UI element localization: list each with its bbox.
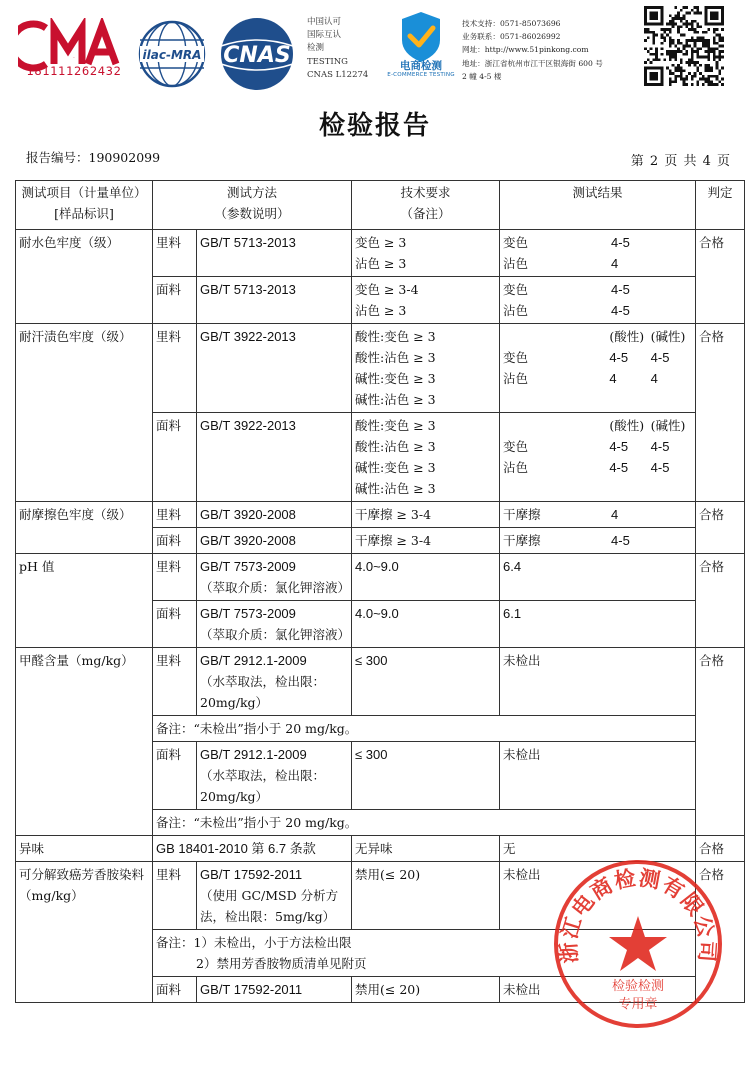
- result-key: 变色: [503, 235, 529, 250]
- sample-label: 里料: [153, 230, 197, 277]
- contact-info: [462, 17, 634, 83]
- header-text: 测试方法: [227, 185, 278, 200]
- cnas-logo-icon: [214, 16, 300, 92]
- result-value: 4-5: [609, 439, 629, 454]
- result-key: 沾色: [503, 371, 529, 386]
- method-note: （水萃取法，检出限：20mg/kg）: [200, 768, 326, 804]
- seal-inner-text: 检验检测: [611, 979, 665, 994]
- header-text: [样品标识]: [54, 206, 114, 221]
- contact-line: 业务联系：0571-86026992: [462, 32, 561, 42]
- cnas-line: CNAS L12274: [307, 69, 369, 80]
- judgement-cell: 合格: [696, 230, 745, 324]
- result-value: 4: [609, 371, 617, 386]
- method-cell: [197, 862, 352, 930]
- result-value: 4: [611, 507, 619, 522]
- cnas-line: 检测: [307, 43, 325, 54]
- requirement-line: 变色 ≥ 3-4: [355, 282, 419, 297]
- result-key: 变色: [503, 282, 529, 297]
- requirement-line: 沾色 ≥ 3: [355, 303, 407, 318]
- result-cell: [500, 528, 696, 554]
- page-number: 第 2 页 共 4 页: [630, 154, 730, 169]
- result-cell: [500, 277, 696, 324]
- cnas-line: TESTING: [307, 56, 348, 67]
- requirement-cell: [352, 413, 500, 502]
- result-key: 沾色: [503, 460, 529, 475]
- result-subheader: (碱性): [650, 329, 686, 344]
- requirement-line: 酸性:变色 ≥ 3: [355, 418, 436, 433]
- method-standard: GB/T 17592-2011: [200, 867, 303, 882]
- method-cell: GB/T 3922-2013: [197, 324, 352, 413]
- header-item: [16, 181, 153, 230]
- method-cell: GB/T 3922-2013: [197, 413, 352, 502]
- result-subheader: (酸性): [609, 329, 645, 344]
- requirement-cell: 4.0~9.0: [352, 554, 500, 601]
- result-key: 干摩擦: [503, 507, 541, 522]
- report-number: 报告编号：190902099: [26, 150, 161, 165]
- note-line: 备注：1）未检出，小于方法检出限: [156, 935, 352, 950]
- seal-inner-text: 专用章: [618, 997, 658, 1012]
- judgement-cell: 合格: [696, 862, 745, 1003]
- note-cell: 备注：“未检出”指小于 20 mg/kg。: [153, 810, 696, 836]
- judgement-cell: 合格: [696, 554, 745, 648]
- item-cell: pH 值: [16, 554, 153, 648]
- requirement-cell: 无异味: [352, 836, 500, 862]
- result-cell: 未检出: [500, 977, 696, 1003]
- contact-line: 网址：http://www.51pinkong.com: [462, 45, 589, 55]
- requirement-line: 碱性:变色 ≥ 3: [355, 371, 436, 386]
- sample-label: 面料: [153, 277, 197, 324]
- contact-line: 地址：浙江省杭州市江干区银海街 600 号: [462, 58, 603, 68]
- header-text: （参数说明）: [214, 206, 290, 221]
- company-seal-icon: [552, 858, 724, 1030]
- method-standard: GB/T 7573-2009: [200, 559, 296, 574]
- sample-label: 里料: [153, 502, 197, 528]
- header-text: 技术要求: [400, 185, 451, 200]
- judgement-cell: 合格: [696, 836, 745, 862]
- result-value: 4-5: [611, 235, 630, 250]
- requirement-cell: ≤ 300: [352, 742, 500, 810]
- sample-label: 里料: [153, 554, 197, 601]
- seal-ring-text: 浙江电商检测有限公司: [555, 864, 721, 965]
- result-value: 4-5: [611, 282, 630, 297]
- table-row: [16, 324, 745, 413]
- method-note: （萃取介质：氯化钾溶液）: [200, 627, 351, 642]
- result-key: 变色: [503, 350, 529, 365]
- ilac-logo-text: ilac-MRA: [142, 48, 202, 62]
- cnas-line: 中国认可: [307, 17, 342, 27]
- header-text: 测试项目（计量单位）: [21, 185, 147, 200]
- ilac-mra-logo-icon: [136, 18, 208, 90]
- result-value: 4: [650, 371, 658, 386]
- method-note: （水萃取法，检出限：20mg/kg）: [200, 674, 326, 710]
- requirement-cell: 禁用(≤ 20): [352, 977, 500, 1003]
- method-cell: GB/T 5713-2013: [197, 230, 352, 277]
- requirement-cell: 干摩擦 ≥ 3-4: [352, 502, 500, 528]
- sample-label: 里料: [153, 648, 197, 716]
- requirement-line: 碱性:沾色 ≥ 3: [355, 481, 436, 496]
- method-note: （使用 GC/MSD 分析方法，检出限：5mg/kg）: [200, 888, 339, 924]
- cnas-accreditation-text: [307, 16, 369, 82]
- method-standard: GB/T 7573-2009: [200, 606, 296, 621]
- header-result: 测试结果: [500, 181, 696, 230]
- result-cell: 未检出: [500, 742, 696, 810]
- sample-label: 面料: [153, 601, 197, 648]
- sample-label: 面料: [153, 977, 197, 1003]
- table-row: [16, 230, 745, 277]
- method-standard: GB/T 2912.1-2009: [200, 653, 307, 668]
- result-value: 4-5: [609, 350, 629, 365]
- table-row: [16, 502, 745, 528]
- requirement-line: 碱性:沾色 ≥ 3: [355, 392, 436, 407]
- contact-line: 2 幢 4-5 楼: [462, 71, 502, 81]
- result-value: 4-5: [650, 350, 670, 365]
- header-method: [153, 181, 352, 230]
- result-cell: 无: [500, 836, 696, 862]
- result-cell: [500, 502, 696, 528]
- method-cell: [197, 742, 352, 810]
- requirement-line: 碱性:变色 ≥ 3: [355, 460, 436, 475]
- requirement-cell: 禁用(≤ 20): [352, 862, 500, 930]
- method-cell: [197, 648, 352, 716]
- method-cell: GB/T 5713-2013: [197, 277, 352, 324]
- result-cell: 6.1: [500, 601, 696, 648]
- method-cell: GB/T 17592-2011: [197, 977, 352, 1003]
- cma-number: 181111262432: [26, 64, 122, 78]
- judgement-cell: 合格: [696, 502, 745, 554]
- requirement-cell: [352, 277, 500, 324]
- method-cell: GB/T 3920-2008: [197, 528, 352, 554]
- result-key: 变色: [503, 439, 529, 454]
- item-cell: 可分解致癌芳香胺染料（mg/kg）: [16, 862, 153, 1003]
- qr-code-icon: [644, 6, 724, 86]
- sample-label: 面料: [153, 742, 197, 810]
- result-value: 4-5: [650, 460, 670, 475]
- cma-logo-text: CMA: [72, 58, 76, 59]
- item-cell: 耐汗渍色牢度（级）: [16, 324, 153, 502]
- method-cell: GB/T 3920-2008: [197, 502, 352, 528]
- requirement-line: 变色 ≥ 3: [355, 235, 407, 250]
- result-cell: [500, 324, 696, 413]
- result-cell: [500, 230, 696, 277]
- result-key: 干摩擦: [503, 533, 541, 548]
- result-value: 4-5: [609, 460, 629, 475]
- requirement-cell: [352, 230, 500, 277]
- result-subheader: (酸性): [609, 418, 645, 433]
- note-line: 2）禁用芳香胺物质清单见附页: [196, 956, 367, 971]
- item-cell: 甲醛含量（mg/kg）: [16, 648, 153, 836]
- method-cell: GB 18401-2010 第 6.7 条款: [153, 836, 352, 862]
- table-row: [16, 648, 745, 716]
- result-value: 4-5: [611, 303, 630, 318]
- requirement-cell: 4.0~9.0: [352, 601, 500, 648]
- result-value: 4-5: [650, 439, 670, 454]
- result-cell: 未检出: [500, 648, 696, 716]
- sample-label: 面料: [153, 413, 197, 502]
- result-key: 沾色: [503, 303, 529, 318]
- item-cell: 耐摩擦色牢度（级）: [16, 502, 153, 554]
- result-subheader: (碱性): [650, 418, 686, 433]
- result-cell: 未检出: [500, 862, 696, 930]
- sample-label: 面料: [153, 528, 197, 554]
- contact-line: 技术支持：0571-85073696: [462, 19, 561, 28]
- method-cell: [197, 554, 352, 601]
- result-cell: 6.4: [500, 554, 696, 601]
- requirement-line: 沾色 ≥ 3: [355, 256, 407, 271]
- sample-label: 里料: [153, 324, 197, 413]
- method-standard: GB/T 2912.1-2009: [200, 747, 307, 762]
- table-row: [16, 554, 745, 601]
- table-header-row: [16, 181, 745, 230]
- header-requirement: [352, 181, 500, 230]
- header-judgement: 判定: [696, 181, 745, 230]
- cnas-logo-text: CNAS: [223, 43, 291, 68]
- requirement-cell: 干摩擦 ≥ 3-4: [352, 528, 500, 554]
- requirement-cell: ≤ 300: [352, 648, 500, 716]
- header-text: （备注）: [400, 206, 451, 221]
- result-key: 沾色: [503, 256, 529, 271]
- requirement-cell: [352, 324, 500, 413]
- note-cell: 备注：“未检出”指小于 20 mg/kg。: [153, 716, 696, 742]
- judgement-cell: 合格: [696, 648, 745, 836]
- method-note: （萃取介质：氯化钾溶液）: [200, 580, 351, 595]
- requirement-line: 酸性:沾色 ≥ 3: [355, 439, 436, 454]
- cnas-line: 国际互认: [307, 30, 342, 41]
- requirement-line: 酸性:沾色 ≥ 3: [355, 350, 436, 365]
- judgement-cell: 合格: [696, 324, 745, 502]
- method-cell: [197, 601, 352, 648]
- item-cell: 耐水色牢度（级）: [16, 230, 153, 324]
- result-value: 4-5: [611, 533, 630, 548]
- item-cell: 异味: [16, 836, 153, 862]
- ecommerce-logo-text: 电商检测: [400, 60, 442, 72]
- result-cell: [500, 413, 696, 502]
- requirement-line: 酸性:变色 ≥ 3: [355, 329, 436, 344]
- page-title: 检验报告: [318, 111, 431, 141]
- ecommerce-logo-subtext: E-COMMERCE TESTING: [387, 72, 455, 78]
- sample-label: 里料: [153, 862, 197, 930]
- result-value: 4: [611, 256, 619, 271]
